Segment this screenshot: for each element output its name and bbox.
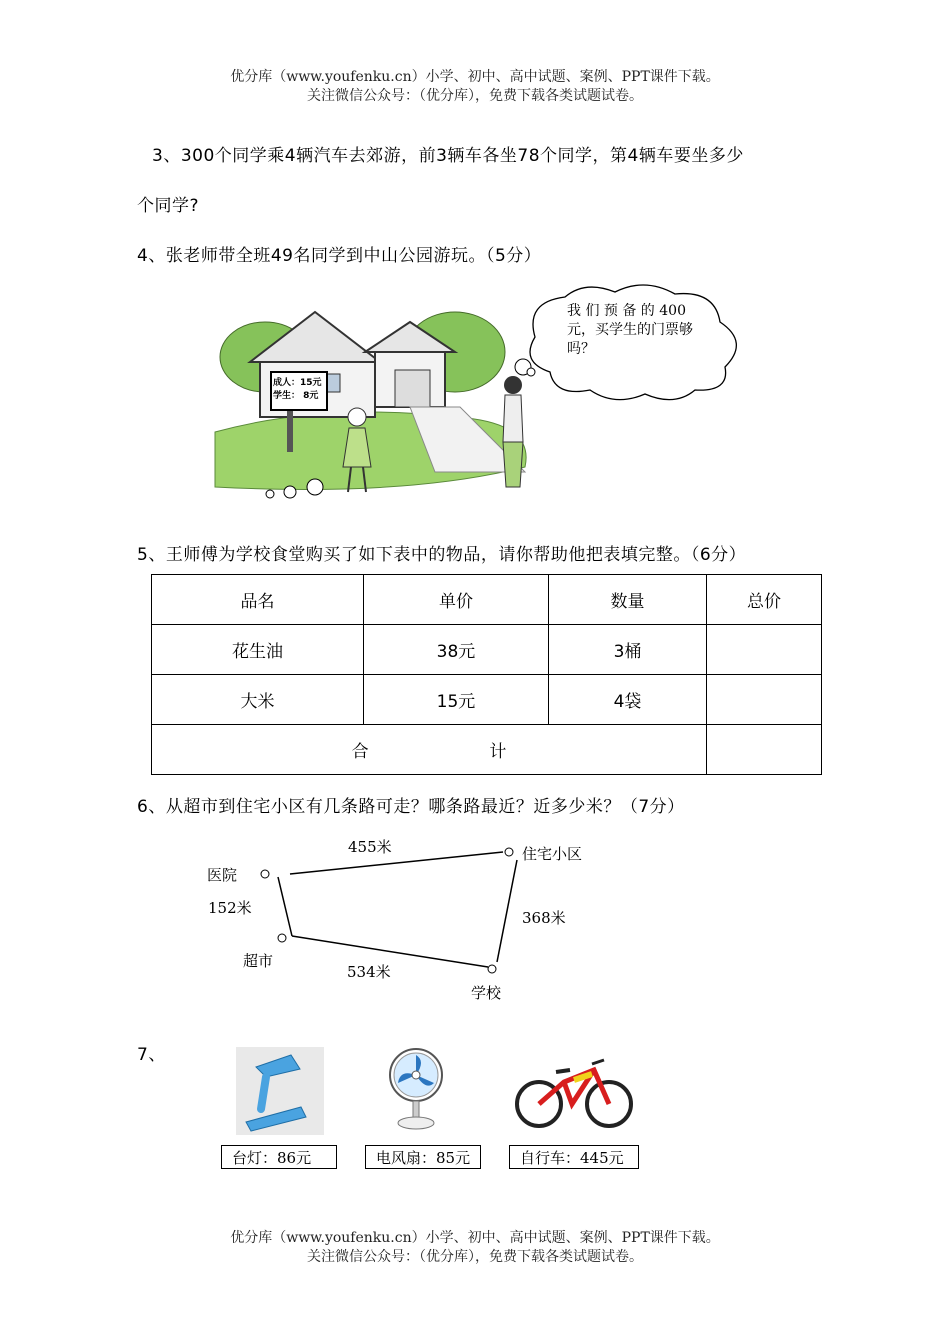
label-residence: 住宅小区: [522, 845, 583, 863]
question-6-text: 6、从超市到住宅小区有几条路可走？哪条路最近？近多少米？（7分）: [137, 797, 685, 817]
distance-residence-school: 368米: [522, 909, 566, 927]
header-line-2: 关注微信公众号：（优分库），免费下载各类试题试卷。: [307, 88, 643, 104]
question-3-line-1: 3、300个同学乘4辆汽车去郊游，前3辆车各坐78个同学，第4辆车要坐多少: [152, 146, 744, 166]
question-4-text: 4、张老师带全班49名同学到中山公园游玩。（5分）: [137, 246, 542, 266]
header-line-1: 优分库（www.youfenku.cn）小学、初中、高中试题、案例、PPT课件下载。: [230, 69, 720, 85]
residence-point: [505, 848, 513, 856]
question-7-number: 7、: [137, 1045, 166, 1065]
cell-unit-price: 15元: [364, 675, 549, 725]
sign-student-price: 学生： 8元: [273, 391, 319, 401]
footer-line-1: 优分库（www.youfenku.cn）小学、初中、高中试题、案例、PPT课件下载。: [230, 1230, 720, 1246]
cell-item-name: 花生油: [152, 625, 364, 675]
road-hospital-supermarket: [278, 877, 292, 936]
price-tag-bicycle: 自行车：445元: [509, 1145, 639, 1169]
desk-lamp-icon: [236, 1047, 324, 1135]
distance-hospital-supermarket: 152米: [208, 899, 252, 917]
header-total-price: 总价: [707, 575, 822, 625]
electric-fan-icon: [388, 1047, 444, 1133]
label-school: 学校: [471, 984, 502, 1002]
cell-quantity: 4袋: [549, 675, 707, 725]
header-item-name: 品名: [152, 575, 364, 625]
cell-unit-price: 38元: [364, 625, 549, 675]
total-label-ji: 计: [489, 742, 507, 762]
question-3-line-2: 个同学?: [137, 196, 200, 216]
distance-hospital-residence: 455米: [348, 838, 392, 856]
header-unit-price: 单价: [364, 575, 549, 625]
hospital-point: [261, 870, 269, 878]
cell-item-name: 大米: [152, 675, 364, 725]
price-tag-fan: 电风扇：85元: [365, 1145, 481, 1169]
footer-line-2: 关注微信公众号：（优分库），免费下载各类试题试卷。: [307, 1249, 643, 1265]
question-5-text: 5、王师傅为学校食堂购买了如下表中的物品，请你帮助他把表填完整。（6分）: [137, 545, 747, 565]
bicycle-icon: [514, 1052, 634, 1132]
speech-bubble-text: 我 们 预 备 的 400 元，买学生的门票够吗？: [567, 303, 693, 357]
total-label-he: 合: [351, 742, 369, 762]
road-residence-school: [497, 860, 517, 962]
label-hospital: 医院: [207, 866, 238, 884]
supermarket-point: [278, 934, 286, 942]
cell-quantity: 3桶: [549, 625, 707, 675]
sign-adult-price: 成人：15元: [273, 378, 322, 388]
header-quantity: 数量: [549, 575, 707, 625]
label-supermarket: 超市: [243, 952, 274, 970]
distance-supermarket-school: 534米: [347, 963, 391, 981]
school-point: [488, 965, 496, 973]
road-hospital-residence: [290, 852, 503, 874]
price-tag-lamp: 台灯：86元: [221, 1145, 337, 1169]
